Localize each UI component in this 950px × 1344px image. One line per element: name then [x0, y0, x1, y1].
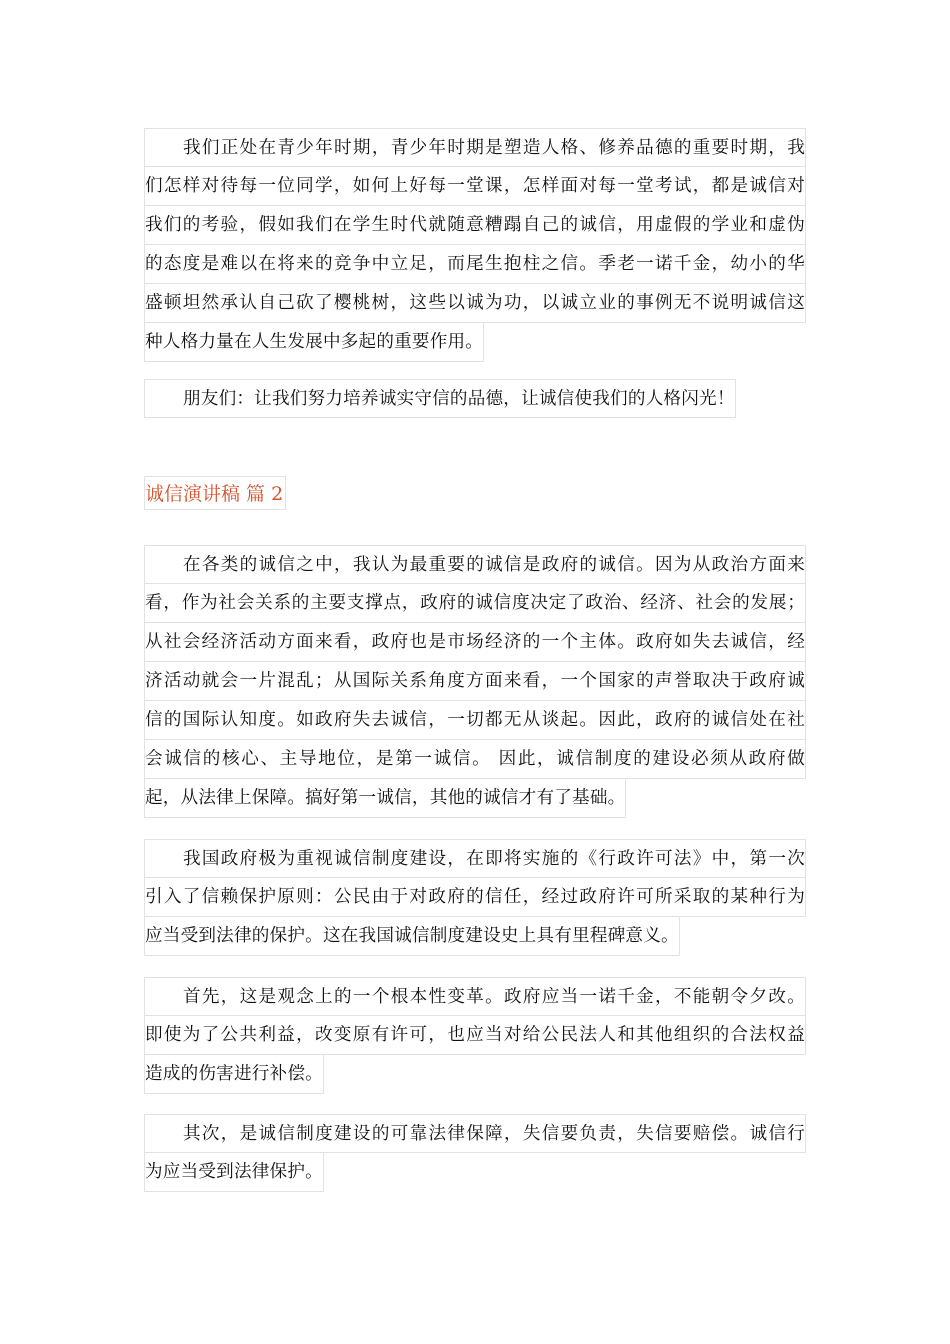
text-line: 应当受到法律的保护。这在我国诚信制度建设史上具有里程碑意义。 [144, 917, 680, 956]
text-line: 们怎样对待每一位同学，如何上好每一堂课，怎样面对每一堂考试，都是诚信对 [144, 167, 806, 206]
text-line: 即使为了公共利益，改变原有许可，也应当对给公民法人和其他组织的合法权益 [144, 1016, 806, 1055]
text-line: 其次，是诚信制度建设的可靠法律保障，失信要负责，失信要赔偿。诚信行 [144, 1114, 806, 1153]
text-line: 起，从法律上保障。搞好第一诚信，其他的诚信才有了基础。 [144, 779, 626, 818]
paragraph-6 [144, 1114, 806, 1196]
text-line: 我国政府极为重视诚信制度建设，在即将实施的《行政许可法》中，第一次 [144, 839, 806, 878]
text-line: 在各类的诚信之中，我认为最重要的诚信是政府的诚信。因为从政治方面来 [144, 545, 806, 584]
paragraph-4 [144, 839, 806, 960]
section-heading: 诚信演讲稿 篇 2 [144, 476, 286, 510]
paragraph-3 [144, 545, 806, 822]
paragraph-2 [144, 379, 806, 422]
paragraph-5 [144, 977, 806, 1098]
text-line: 我们正处在青少年时期，青少年时期是塑造人格、修养品德的重要时期，我 [144, 128, 806, 167]
text-line: 看，作为社会关系的主要支撑点，政府的诚信度决定了政治、经济、社会的发展； [144, 584, 806, 623]
text-line: 盛顿坦然承认自己砍了樱桃树，这些以诚为功，以诚立业的事例无不说明诚信这 [144, 284, 806, 323]
text-line: 引入了信赖保护原则：公民由于对政府的信任，经过政府许可所采取的某种行为 [144, 878, 806, 917]
text-line: 从社会经济活动方面来看，政府也是市场经济的一个主体。政府如失去诚信，经 [144, 623, 806, 662]
text-line: 种人格力量在人生发展中多起的重要作用。 [144, 323, 484, 362]
text-line: 的态度是难以在将来的竞争中立足，而尾生抱柱之信。季老一诺千金，幼小的华 [144, 245, 806, 284]
text-line: 我们的考验，假如我们在学生时代就随意糟蹋自己的诚信，用虚假的学业和虚伪 [144, 206, 806, 245]
text-line: 济活动就会一片混乱；从国际关系角度方面来看，一个国家的声誉取决于政府诚 [144, 662, 806, 701]
text-line: 首先，这是观念上的一个根本性变革。政府应当一诺千金，不能朝令夕改。 [144, 977, 806, 1016]
text-line: 造成的伤害进行补偿。 [144, 1055, 324, 1094]
text-line: 为应当受到法律保护。 [144, 1153, 324, 1192]
text-line: 会诚信的核心、主导地位，是第一诚信。 因此，诚信制度的建设必须从政府做 [144, 740, 806, 779]
text-line: 信的国际认知度。如政府失去诚信，一切都无从谈起。因此，政府的诚信处在社 [144, 701, 806, 740]
paragraph-1 [144, 128, 806, 366]
text-line: 朋友们：让我们努力培养诚实守信的品德，让诚信使我们的人格闪光！ [144, 379, 736, 418]
